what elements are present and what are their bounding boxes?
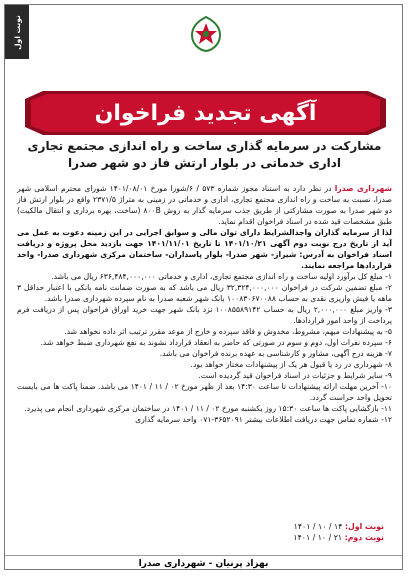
list-item: ۱۰- آخرین مهلت ارائه پیشنهادات تا ساعت ۱۴:۳۰ بعد از ظهر مورخ ۰۲ / ۱۱ / ۱۴۰۱ می باشد. ضمنا پاکت ها می بایست تحویل واحد حراست گردد.	[17, 382, 392, 402]
second-publication-label: نوبت دوم:	[344, 533, 384, 542]
first-publication-label: نوبت اول:	[344, 522, 384, 531]
municipality-emblem-icon	[188, 15, 224, 53]
list-item: ۹- سایر شرایط و جزئیات در اسناد فراخوان قید گردیده است.	[198, 371, 392, 380]
notice-subtitle: مشارکت در سرمایه گذاری ساخت و راه اندازی مجتمع تجاری اداری خدماتی در بلوار ارتش فاز دو شهر صدرا	[27, 139, 382, 170]
title-banner	[25, 91, 386, 135]
list-item: ۶- سپرده نفرات اول، دوم و سوم در صورتی که حاضر به انعقاد قرارداد نشوند به نفع شهرداری ضبط خواهد شد.	[40, 338, 392, 347]
notice-title: آگهی تجدید فراخوان	[94, 100, 317, 126]
invitation-paragraph: لذا از سرمایه گذاران واجدالشرایط دارای توان مالی و سوابق اجرایی در این زمینه دعوت به عمل می آید از تاریخ درج نوبت دوم آگهی ۱۴۰۱/۱۰/۲۱ تا تاریخ ۱۴۰۱/۱۱/۰۱ جهت بازدید محل پروژه و دریافت اسناد فراخوان به آدرس: شیراز- شهر صدرا- بلوار پاسداران- ساختمان مرکزی شهرداری صدرا- واحد قراردادها مراجعه نمایند.	[17, 228, 392, 270]
first-publication	[293, 521, 384, 532]
notice-frame	[4, 4, 403, 570]
list-item: ۱- مبلغ کل برآورد اولیه ساخت و راه اندازی مجتمع تجاری، اداری و خدماتی ۶۳۶,۴۸۴,۰۰۰,۰۰۰ ریال می باشد.	[51, 272, 392, 281]
publication-dates	[293, 521, 384, 543]
turn-badge-label: نوبت اول	[12, 14, 22, 50]
list-item: ۳- واریز مبلغ ۲,۰۰۰,۰۰۰ ریال به حساب ۱۰۰۸۵۵۸۹۱۴۲ نزد بانک شهر جهت خرید اوراق فراخوان پس از دریافت فرم پرداخت از واحد امور قراردادها.	[17, 305, 392, 325]
intro-text: در نظر دارد به استناد مجوز شماره ۵۷۳ / ۶/شورا مورخ ۱۴۰۱/۰۸/۰۱ شورای محترم اسلامی شهر صدرا، نسبت به ساخت و راه اندازی مجتمع تجاری، اداری و خدماتی در زمینی به متراژ ۲۳۷۱/۵ واقع در بلوار ارتش فاز دو شهر صدرا به صورت مشارکتی از طریق جذب سرمایه گذار به روش ۸۰۰B (ساخت، بهره برداری و انتقال مالکیت) طبق مشخصات قید شده در اسناد فراخوان اقدام نماید.	[17, 184, 392, 226]
second-publication-date: ۲۱ / ۱۰ / ۱۴۰۱	[293, 533, 343, 542]
notice-body	[17, 183, 392, 425]
turn-badge	[5, 5, 29, 59]
organization-name: شهرداری صدرا	[334, 184, 392, 193]
list-item: ۲- مبلغ تضمین شرکت در فراخوان ۳۲,۳۲۴,۰۰۰,۰۰۰ ریال می باشد که به صورت ضمانت نامه بانکی با اعتبار حداقل ۳ ماهه یا فیش واریزی نقدی به حساب ۱۰۰۸۳۰۶۷۰۰۸۸ بانک شهر شعبه صدرا به نام سپرده شهرداری صدرا باشد.	[17, 283, 392, 303]
list-item: ۱۲- شماره تماس جهت دریافت اطلاعات بیشتر ۳۶۵۲۰۹۱-۰۷۱ واحد سرمایه گذاری	[135, 415, 392, 424]
list-item: ۱۱- بازگشایی پاکت ها ساعت ۱۵:۳۰ روز یکشنبه مورخ ۰۲ / ۱۱ / ۱۴۰۱ در ساختمان مرکزی شهرداری انجام می پذیرد.	[24, 404, 392, 413]
list-item: ۵- به پیشنهادات مبهم، مشروط، مخدوش و فاقد سپرده و خارج از موعد مقرر ترتیب اثر داده نخواهد شد.	[64, 327, 392, 336]
intro-paragraph	[17, 183, 392, 227]
list-item: ۸- شهرداری در رد یا قبول هر یک از پیشنهادات مختار خواهد بود.	[190, 360, 392, 369]
list-item: ۷- هزینه درج آگهی، مشاور و کارشناسی به عهده برنده فراخوان می باشد.	[159, 349, 392, 358]
signature-footer: بهزاد پرنیان - شهرداری صدرا	[5, 555, 402, 570]
second-publication	[293, 532, 384, 543]
first-publication-date: ۱۴ / ۱۰ / ۱۴۰۱	[293, 522, 343, 531]
